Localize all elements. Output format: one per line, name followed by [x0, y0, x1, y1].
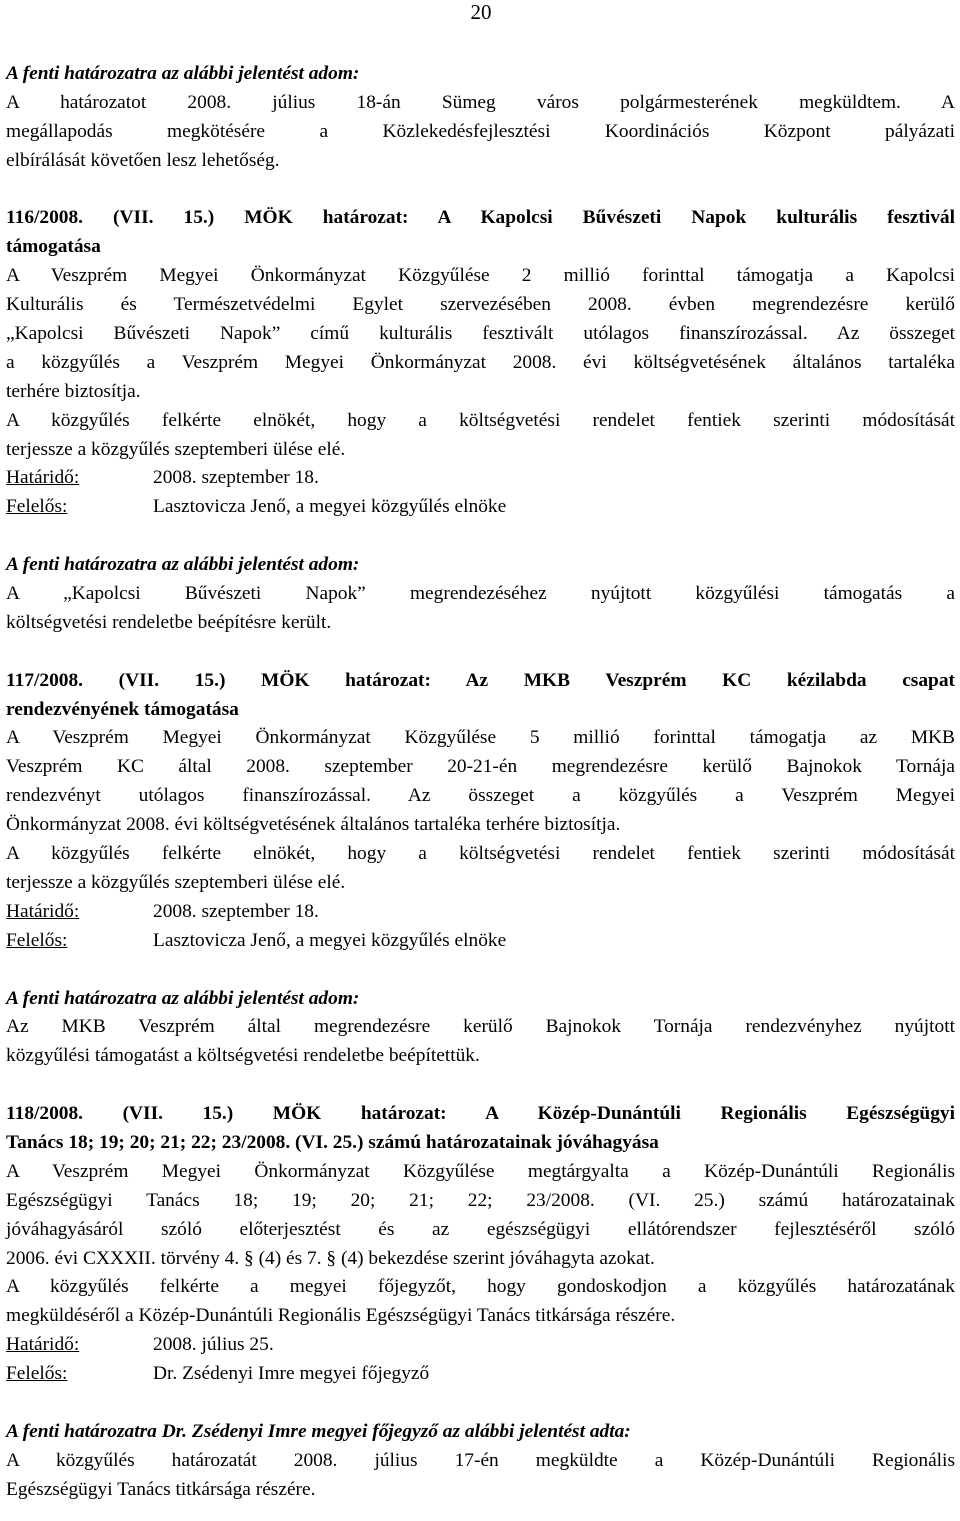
paragraph-line: költségvetési rendeletbe beépítésre került.	[6, 611, 332, 633]
responsible-value: Lasztovicza Jenő, a megyei közgyűlés elnöke	[153, 496, 507, 518]
paragraph-line: közgyűlési támogatást a költségvetési rendeletbe beépítettük.	[6, 1045, 480, 1067]
resolution-116	[6, 204, 955, 637]
responsible-value: Lasztovicza Jenő, a megyei közgyűlés elnöke	[153, 929, 507, 951]
report-heading: A fenti határozatra az alábbi jelentést adom:	[6, 63, 360, 84]
resolution-title: Tanács 18; 19; 20; 21; 22; 23/2008. (VI. 25.) számú határozatainak jóváhagyása	[6, 1131, 659, 1153]
paragraph-line: A közgyűlés felkérte elnökét, hogy a költségvetési rendelet fentiek szerinti módosítását	[6, 843, 955, 865]
deadline-value: 2008. szeptember 18.	[153, 467, 319, 489]
paragraph-line: A Veszprém Megyei Önkormányzat Közgyűlése 5 millió forinttal támogatja az MKB	[6, 727, 955, 749]
resolution-117	[6, 667, 955, 1071]
paragraph-line: A közgyűlés felkérte a megyei főjegyzőt, hogy gondoskodjon a közgyűlés határozatának	[6, 1276, 955, 1298]
paragraph-line: terhére biztosítja.	[6, 380, 141, 402]
paragraph-line: a közgyűlés a Veszprém Megyei Önkormányzat 2008. évi költségvetésének általános tartaléka	[6, 351, 955, 373]
deadline-row	[6, 1331, 955, 1360]
paragraph-line: rendezvényt utólagos finanszírozással. Az összeget a közgyűlés a Veszprém Megyei	[6, 785, 955, 807]
resolution-title: támogatása	[6, 236, 101, 258]
deadline-label: Határidő:	[6, 467, 80, 489]
resolution-title: rendezvényének támogatása	[6, 698, 239, 720]
deadline-row	[6, 898, 955, 927]
responsible-row	[6, 927, 955, 956]
deadline-value: 2008. szeptember 18.	[153, 900, 319, 922]
paragraph-line: 2006. évi CXXXII. törvény 4. § (4) és 7. § (4) bekezdése szerint jóváhagyta azokat.	[6, 1247, 655, 1269]
paragraph-line: terjessze a közgyűlés szeptemberi ülése elé.	[6, 438, 346, 460]
document-body	[6, 60, 955, 1505]
resolution-title: 116/2008. (VII. 15.) MÖK határozat: A Kapolcsi Bűvészeti Napok kulturális fesztivál	[6, 207, 955, 229]
paragraph-line: „Kapolcsi Bűvészeti Napok” című kulturális fesztivált utólagos finanszírozással. Az összeget	[6, 323, 955, 345]
responsible-label: Felelős:	[6, 1363, 68, 1385]
paragraph-line: A közgyűlés határozatát 2008. július 17-én megküldte a Közép-Dunántúli Regionális	[6, 1449, 955, 1471]
paragraph-line: A „Kapolcsi Bűvészeti Napok” megrendezéséhez nyújtott közgyűlési támogatás a	[6, 583, 955, 605]
responsible-label: Felelős:	[6, 496, 68, 518]
deadline-label: Határidő:	[6, 900, 80, 922]
paragraph-line: A határozatot 2008. július 18-án Sümeg város polgármesterének megküldtem. A	[6, 91, 955, 113]
responsible-row	[6, 1360, 955, 1389]
responsible-value: Dr. Zsédenyi Imre megyei főjegyző	[153, 1363, 430, 1385]
resolution-118	[6, 1100, 955, 1504]
paragraph-line: A Veszprém Megyei Önkormányzat Közgyűlése 2 millió forinttal támogatja a Kapolcsi	[6, 265, 955, 287]
paragraph-line: A Veszprém Megyei Önkormányzat Közgyűlése megtárgyalta a Közép-Dunántúli Regionális	[6, 1160, 955, 1182]
paragraph-line: Kulturális és Természetvédelmi Egylet szervezésében 2008. évben megrendezésre kerülő	[6, 294, 955, 316]
page-number: 20	[470, 0, 492, 24]
report-heading: A fenti határozatra Dr. Zsédenyi Imre megyei főjegyző az alábbi jelentést adta:	[6, 1420, 631, 1442]
resolution-title: 117/2008. (VII. 15.) MÖK határozat: Az MKB Veszprém KC kézilabda csapat	[6, 669, 955, 691]
paragraph-line: terjessze a közgyűlés szeptemberi ülése elé.	[6, 871, 346, 893]
paragraph-line: Egészségügyi Tanács 18; 19; 20; 21; 22; 23/2008. (VI. 25.) számú határozatainak	[6, 1189, 955, 1211]
deadline-label: Határidő:	[6, 1334, 80, 1356]
paragraph-line: Az MKB Veszprém által megrendezésre kerülő Bajnokok Tornája rendezvényhez nyújtott	[6, 1016, 955, 1038]
responsible-label: Felelős:	[6, 929, 68, 951]
responsible-row	[6, 493, 955, 522]
paragraph-line: elbírálását követően lesz lehetőség.	[6, 149, 280, 171]
paragraph-line: A közgyűlés felkérte elnökét, hogy a költségvetési rendelet fentiek szerinti módosítását	[6, 409, 955, 431]
report-heading: A fenti határozatra az alábbi jelentést adom:	[6, 554, 360, 576]
paragraph-line: Önkormányzat 2008. évi költségvetésének általános tartaléka terhére biztosítja.	[6, 814, 621, 836]
deadline-row	[6, 464, 955, 493]
paragraph-line: jóváhagyásáról szóló előterjesztést és az egészségügyi ellátórendszer fejlesztéséről szóló	[6, 1218, 955, 1240]
deadline-value: 2008. július 25.	[153, 1334, 274, 1356]
report-heading: A fenti határozatra az alábbi jelentést adom:	[6, 987, 360, 1009]
paragraph-line: megállapodás megkötésére a Közlekedésfejlesztési Koordinációs Központ pályázati	[6, 120, 955, 142]
resolution-title: 118/2008. (VII. 15.) MÖK határozat: A Közép-Dunántúli Regionális Egészségügyi	[6, 1103, 955, 1125]
paragraph-line: Egészségügyi Tanács titkársága részére.	[6, 1478, 316, 1500]
paragraph-line: Veszprém KC által 2008. szeptember 20-21-én megrendezésre kerülő Bajnokok Tornája	[6, 756, 955, 778]
paragraph-line: megküldéséről a Közép-Dunántúli Regionális Egészségügyi Tanács titkársága részére.	[6, 1305, 676, 1327]
